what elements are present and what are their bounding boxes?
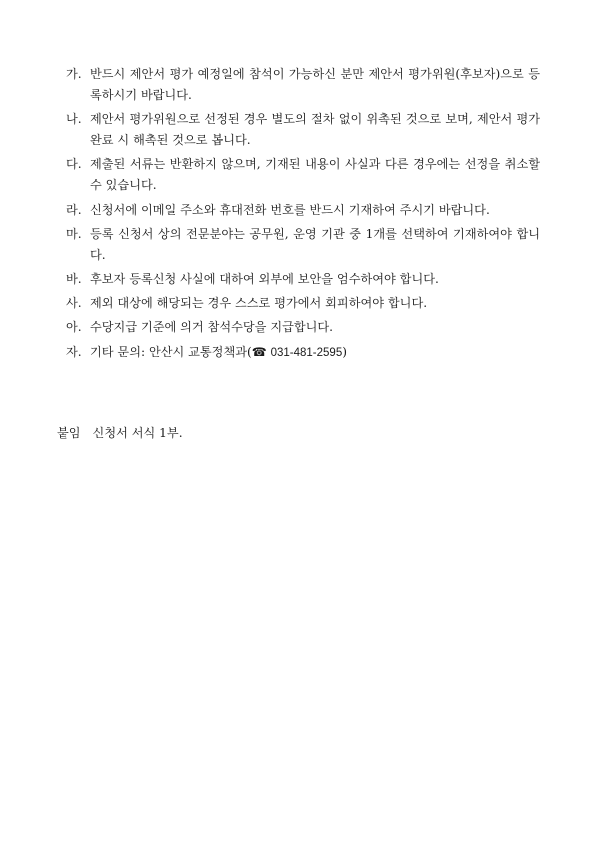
telephone-icon: ☎ (251, 344, 267, 359)
list-item-text: 수당지급 기준에 의거 참석수당을 지급합니다. (90, 320, 334, 335)
attachment-line (57, 423, 183, 444)
list-item-text: 반드시 제안서 평가 예정일에 참석이 가능하신 분만 제안서 평가위원(후보자)으로 등록하시기 바랍니다. (90, 67, 540, 102)
list-item-text: 등록 신청서 상의 전문분야는 공무원, 운영 기관 중 1개를 선택하여 기재하여야 합니다. (90, 226, 540, 262)
list-marker: 바. (66, 271, 82, 286)
contact-label: 기타 문의: 안산시 교통정책과( (90, 344, 252, 359)
list-item-text: 제안서 평가위원으로 선정된 경우 별도의 절차 없이 위촉된 것으로 보며, 제안서 평가 완료 시 해촉된 것으로 봅니다. (90, 112, 540, 148)
contact-text (90, 342, 540, 364)
list-marker: 자. (66, 344, 82, 359)
list-item-text: 후보자 등록신청 사실에 대하여 외부에 보안을 엄수하여야 합니다. (90, 271, 439, 286)
list-marker: 사. (66, 296, 82, 311)
list-item (66, 200, 540, 221)
list-item (66, 293, 540, 314)
list-marker: 나. (66, 112, 82, 127)
list-marker: 아. (66, 320, 82, 335)
list-marker: 가. (66, 67, 82, 81)
list-marker: 마. (66, 226, 82, 241)
list-item-text: 제출된 서류는 반환하지 않으며, 기재된 내용이 사실과 다른 경우에는 선정을 취소할 수 있습니다. (90, 157, 540, 193)
contact-item (66, 342, 540, 364)
list-item (66, 317, 540, 338)
notice-list (66, 64, 540, 367)
list-item-text: 제외 대상에 해당되는 경우 스스로 평가에서 회피하여야 합니다. (90, 296, 428, 311)
list-item (66, 269, 540, 290)
list-item (66, 154, 540, 196)
list-item (66, 109, 540, 151)
attachment-text: 신청서 서식 1부. (92, 426, 183, 440)
list-item (66, 224, 540, 266)
list-item-text: 신청서에 이메일 주소와 휴대전화 번호를 반드시 기재하여 주시기 바랍니다. (90, 202, 490, 217)
contact-close-paren: ) (342, 344, 347, 359)
phone-number: 031-481-2595 (270, 346, 343, 359)
attachment-label: 붙임 (57, 426, 81, 440)
list-marker: 다. (66, 157, 82, 172)
list-marker: 라. (66, 202, 82, 217)
list-item (66, 64, 540, 106)
